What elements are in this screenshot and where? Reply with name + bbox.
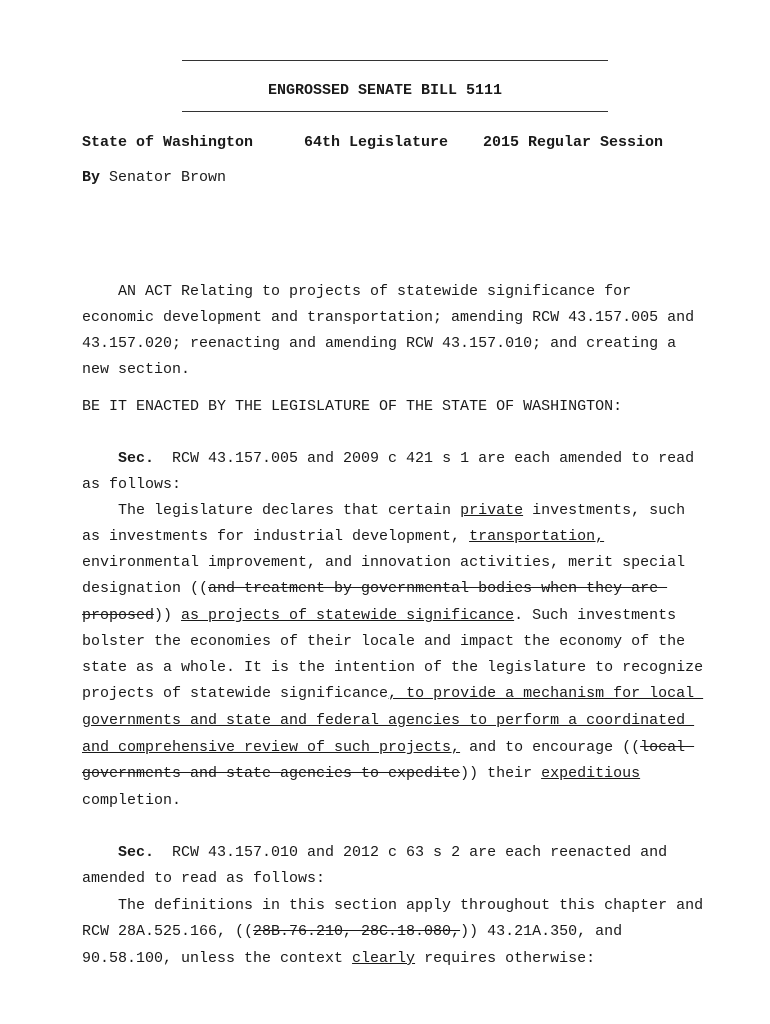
enacting-clause: BE IT ENACTED BY THE LEGISLATURE OF THE STATE OF WASHINGTON: [82, 398, 623, 415]
inserted-text: as projects of statewide significance [181, 607, 515, 624]
inserted-text: transportation, [469, 528, 605, 545]
struck-text: local [640, 739, 695, 756]
bill-title: ENGROSSED SENATE BILL 5111 [267, 82, 503, 99]
inserted-text: expeditious [541, 765, 641, 782]
struck-text: proposed [82, 607, 155, 624]
section-heading: Sec. RCW 43.157.005 and 2009 c 421 s 1 are each amended to read [118, 450, 695, 467]
sponsor-name: Senator Brown [100, 169, 227, 186]
struck-text: and treatment by governmental bodies when they are [208, 580, 668, 597]
inserted-text: clearly [352, 950, 416, 967]
legislature-label: 64th Legislature [304, 134, 449, 151]
session-label: 2015 Regular Session [483, 134, 664, 151]
title-rule [182, 111, 608, 112]
inserted-text: , to provide a mechanism for local [388, 685, 704, 702]
state-label: State of Washington [82, 134, 254, 151]
struck-text: 28B.76.210, 28C.18.080, [253, 923, 461, 940]
struck-text: governments and state agencies to expedite [82, 765, 461, 782]
section-heading: Sec. RCW 43.157.010 and 2012 c 63 s 2 are each reenacted and [118, 844, 668, 861]
inserted-text: private [460, 502, 524, 519]
sponsor-line: By Senator Brown [82, 169, 227, 186]
top-rule [182, 60, 608, 61]
inserted-text: governments and state and federal agencies to perform a coordinated [82, 712, 695, 729]
inserted-text: and comprehensive review of such projects, [82, 739, 461, 756]
